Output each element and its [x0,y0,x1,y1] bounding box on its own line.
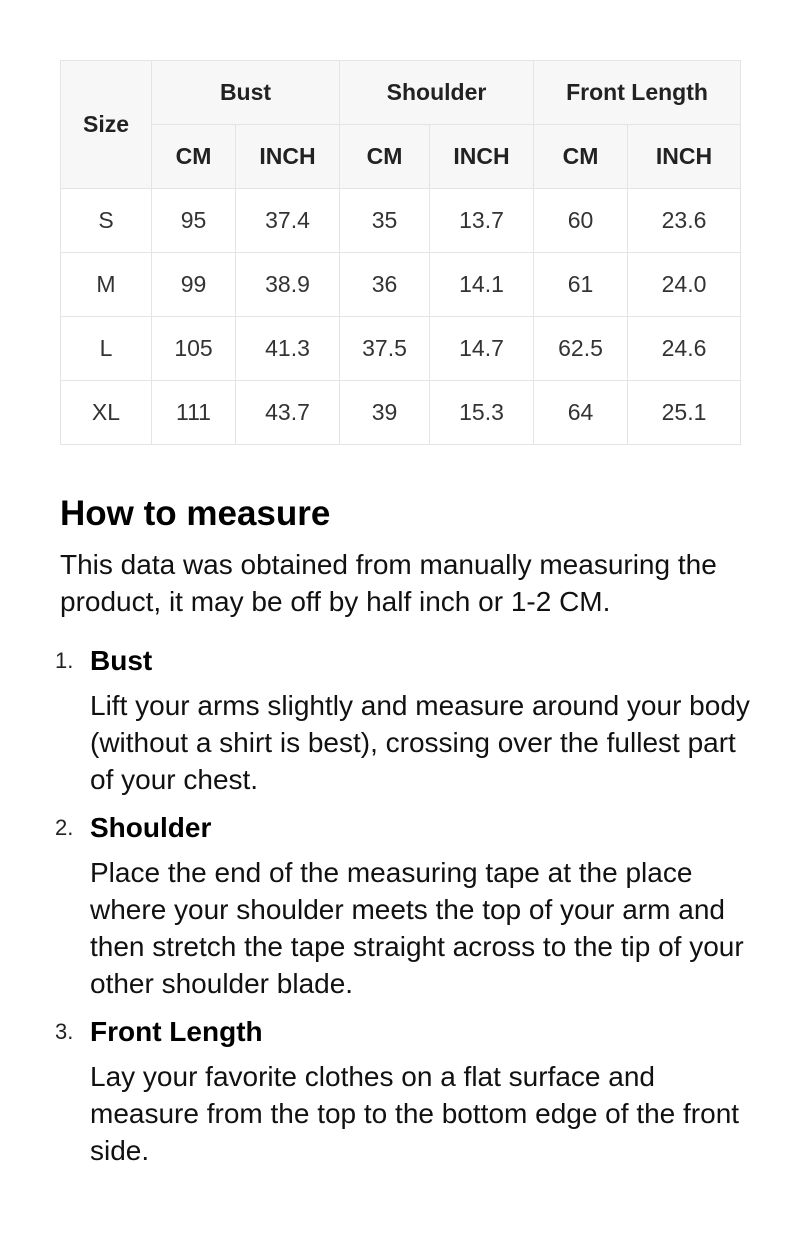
table-cell: 14.1 [430,253,534,317]
unit-header: CM [534,125,628,189]
unit-header: INCH [236,125,340,189]
table-cell: 62.5 [534,317,628,381]
step-title: Shoulder [90,812,212,843]
step-number: 3. [55,1019,74,1044]
step-description: Lay your favorite clothes on a flat surface and measure from the top to the bottom edge of the front side. [90,1061,740,1166]
table-cell: 111 [152,381,236,445]
step-number: 2. [55,815,74,840]
table-cell: 36 [340,253,430,317]
table-row [61,317,741,381]
section-title: How to measure [60,494,331,533]
size-cell: S [61,189,152,253]
table-cell: 37.4 [236,189,340,253]
step-shoulder [55,811,750,1002]
table-cell: 37.5 [340,317,430,381]
shoulder-group-header: Shoulder [340,61,534,125]
step-number: 1. [55,648,74,673]
size-cell: M [61,253,152,317]
unit-header: INCH [430,125,534,189]
size-cell: L [61,317,152,381]
table-cell: 99 [152,253,236,317]
unit-header: CM [152,125,236,189]
table-header [61,61,741,189]
unit-header: INCH [628,125,741,189]
table-cell: 64 [534,381,628,445]
table-cell: 38.9 [236,253,340,317]
table-cell: 13.7 [430,189,534,253]
step-title: Front Length [90,1016,263,1047]
table-cell: 24.6 [628,317,741,381]
bust-group-header: Bust [152,61,340,125]
step-title: Bust [90,645,153,676]
step-front-length [55,1015,750,1169]
how-to-measure-section [55,488,750,1182]
step-description: Lift your arms slightly and measure around your body (without a shirt is best), crossing over the fullest part of your chest. [90,690,750,795]
table-cell: 14.7 [430,317,534,381]
step-description: Place the end of the measuring tape at the place where your shoulder meets the top of your arm and then stretch the tape straight across to the tip of your other shoulder blade. [90,857,744,999]
unit-header: CM [340,125,430,189]
table-cell: 35 [340,189,430,253]
table-cell: 41.3 [236,317,340,381]
table-cell: 105 [152,317,236,381]
table-cell: 23.6 [628,189,741,253]
table-cell: 95 [152,189,236,253]
table-cell: 43.7 [236,381,340,445]
table-row [61,381,741,445]
size-cell: XL [61,381,152,445]
size-column-header: Size [61,61,152,189]
table-row [61,253,741,317]
size-chart-table [60,60,741,445]
intro-text: This data was obtained from manually measuring the product, it may be off by half inch or 1-2 CM. [60,549,717,617]
step-bust [55,644,750,798]
front-length-group-header: Front Length [534,61,741,125]
table-cell: 61 [534,253,628,317]
table-cell: 24.0 [628,253,741,317]
table-cell: 25.1 [628,381,741,445]
measure-steps-list [55,644,750,1169]
table-body [61,189,741,445]
table-cell: 15.3 [430,381,534,445]
table-cell: 39 [340,381,430,445]
table-row [61,189,741,253]
table-cell: 60 [534,189,628,253]
